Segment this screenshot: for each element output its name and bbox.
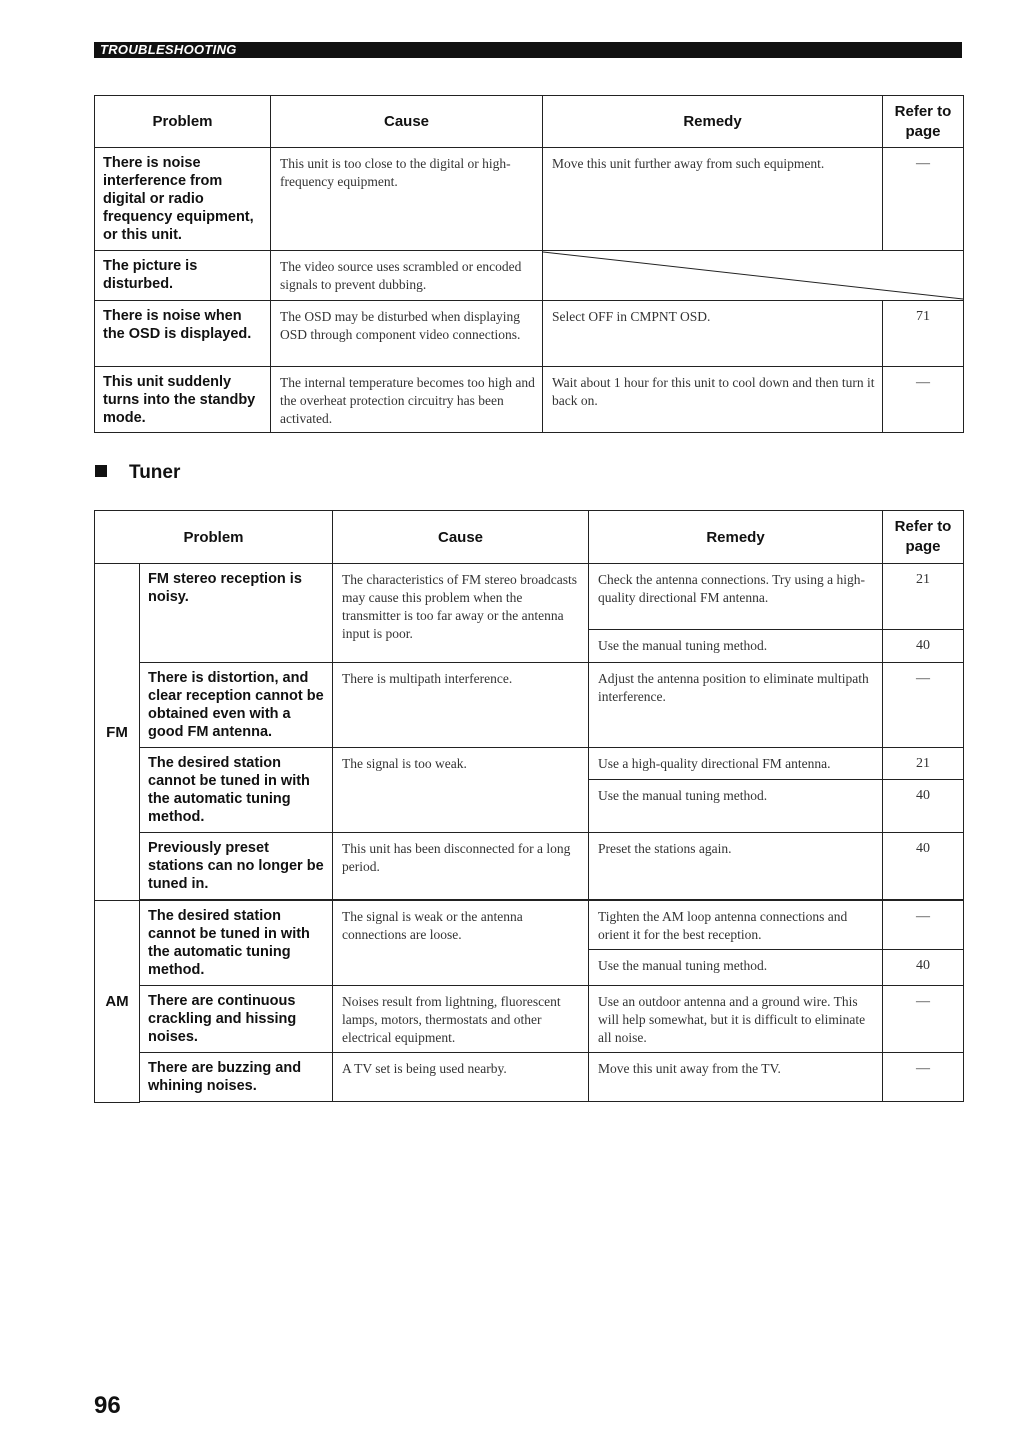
header-refer-to-page: Refer to page [883,96,964,148]
cause-cell: Noises result from lightning, fluorescent lamps, motors, thermostats and other electrical equipment. [333,986,589,1053]
remedy-cell: Select OFF in CMPNT OSD. [543,301,883,367]
spacer-cell [140,1102,964,1103]
header-remedy: Remedy [589,511,883,564]
diagonal-slash [543,251,963,300]
cause-cell: The signal is weak or the antenna connections are loose. [333,901,589,986]
section-heading [95,462,180,486]
problem-cell: There is noise interference from digital or radio frequency equipment, or this unit. [95,148,271,251]
problem-cell: FM stereo reception is noisy. [140,564,333,663]
remedy-cell: Tighten the AM loop antenna connections and orient it for the best reception. [589,901,883,950]
remedy-cell: Use the manual tuning method. [589,630,883,663]
not-applicable-cell [543,251,964,301]
remedy-cell: Check the antenna connections. Try using a high-quality directional FM antenna. [589,564,883,630]
cause-cell: A TV set is being used nearby. [333,1053,589,1102]
remedy-cell: Use a high-quality directional FM antenna. [589,748,883,780]
row-spacer [95,1102,964,1103]
page-cell: 71 [883,301,964,367]
table-row [95,148,964,251]
table-row [95,251,964,301]
page-cell: 40 [883,950,964,986]
remedy-cell: Adjust the antenna position to eliminate multipath interference. [589,663,883,748]
page-cell: — [883,367,964,433]
page-cell: — [883,663,964,748]
table-header-row [95,96,964,148]
header-remedy: Remedy [543,96,883,148]
diagonal-line-graphic [543,251,963,300]
section-title: Tuner [129,462,181,483]
page-cell: 21 [883,564,964,630]
problem-cell: There are continuous crackling and hissing noises. [140,986,333,1053]
page-cell: — [883,148,964,251]
section-header-bar [94,42,962,58]
remedy-cell: Preset the stations again. [589,833,883,900]
cause-cell: This unit is too close to the digital or high-frequency equipment. [271,148,543,251]
cause-cell: The characteristics of FM stereo broadcasts may cause this problem when the transmitter is too far away or the antenna input is poor. [333,564,589,663]
table-row [95,367,964,433]
table-header-row [95,511,964,564]
table-row [95,301,964,367]
remedy-cell: Use the manual tuning method. [589,780,883,833]
problem-cell: There are buzzing and whining noises. [140,1053,333,1102]
page-number: 96 [94,1392,121,1419]
cause-cell: The video source uses scrambled or encoded signals to prevent dubbing. [271,251,543,301]
header-cause: Cause [271,96,543,148]
page-cell: 40 [883,630,964,663]
table-row [95,564,964,630]
page-cell: 21 [883,748,964,780]
cause-cell: This unit has been disconnected for a long period. [333,833,589,900]
remedy-cell: Use an outdoor antenna and a ground wire. This will help somewhat, but it is difficult to eliminate all noise. [589,986,883,1053]
table-row [95,1053,964,1102]
cause-cell: The internal temperature becomes too high and the overheat protection circuitry has been activated. [271,367,543,433]
table-row [95,748,964,780]
remedy-cell: Move this unit away from the TV. [589,1053,883,1102]
remedy-cell: Wait about 1 hour for this unit to cool down and then turn it back on. [543,367,883,433]
table-row [95,901,964,950]
problem-cell: This unit suddenly turns into the standby mode. [95,367,271,433]
cause-cell: The OSD may be disturbed when displaying OSD through component video connections. [271,301,543,367]
problem-cell: Previously preset stations can no longer be tuned in. [140,833,333,900]
problem-cell: The desired station cannot be tuned in with the automatic tuning method. [140,901,333,986]
band-label-fm: FM [95,564,140,901]
table-row [95,986,964,1053]
page-cell: 40 [883,780,964,833]
problem-cell: The desired station cannot be tuned in with the automatic tuning method. [140,748,333,833]
tuner-troubleshooting-table [94,510,964,1103]
band-label-am: AM [95,901,140,1103]
page-cell: 40 [883,833,964,900]
bullet-square-icon [95,465,107,477]
header-refer-to-page: Refer to page [883,511,964,564]
section-header-title: TROUBLESHOOTING [100,42,237,57]
header-problem: Problem [95,511,333,564]
table-row [95,833,964,900]
problem-cell: The picture is disturbed. [95,251,271,301]
header-problem: Problem [95,96,271,148]
page-cell: — [883,986,964,1053]
troubleshooting-table [94,95,964,433]
page-cell: — [883,901,964,950]
header-cause: Cause [333,511,589,564]
cause-cell: There is multipath interference. [333,663,589,748]
table-row [95,663,964,748]
problem-cell: There is noise when the OSD is displayed. [95,301,271,367]
remedy-cell: Move this unit further away from such equipment. [543,148,883,251]
remedy-cell: Use the manual tuning method. [589,950,883,986]
problem-cell: There is distortion, and clear reception cannot be obtained even with a good FM antenna. [140,663,333,748]
cause-cell: The signal is too weak. [333,748,589,833]
page-cell: — [883,1053,964,1102]
